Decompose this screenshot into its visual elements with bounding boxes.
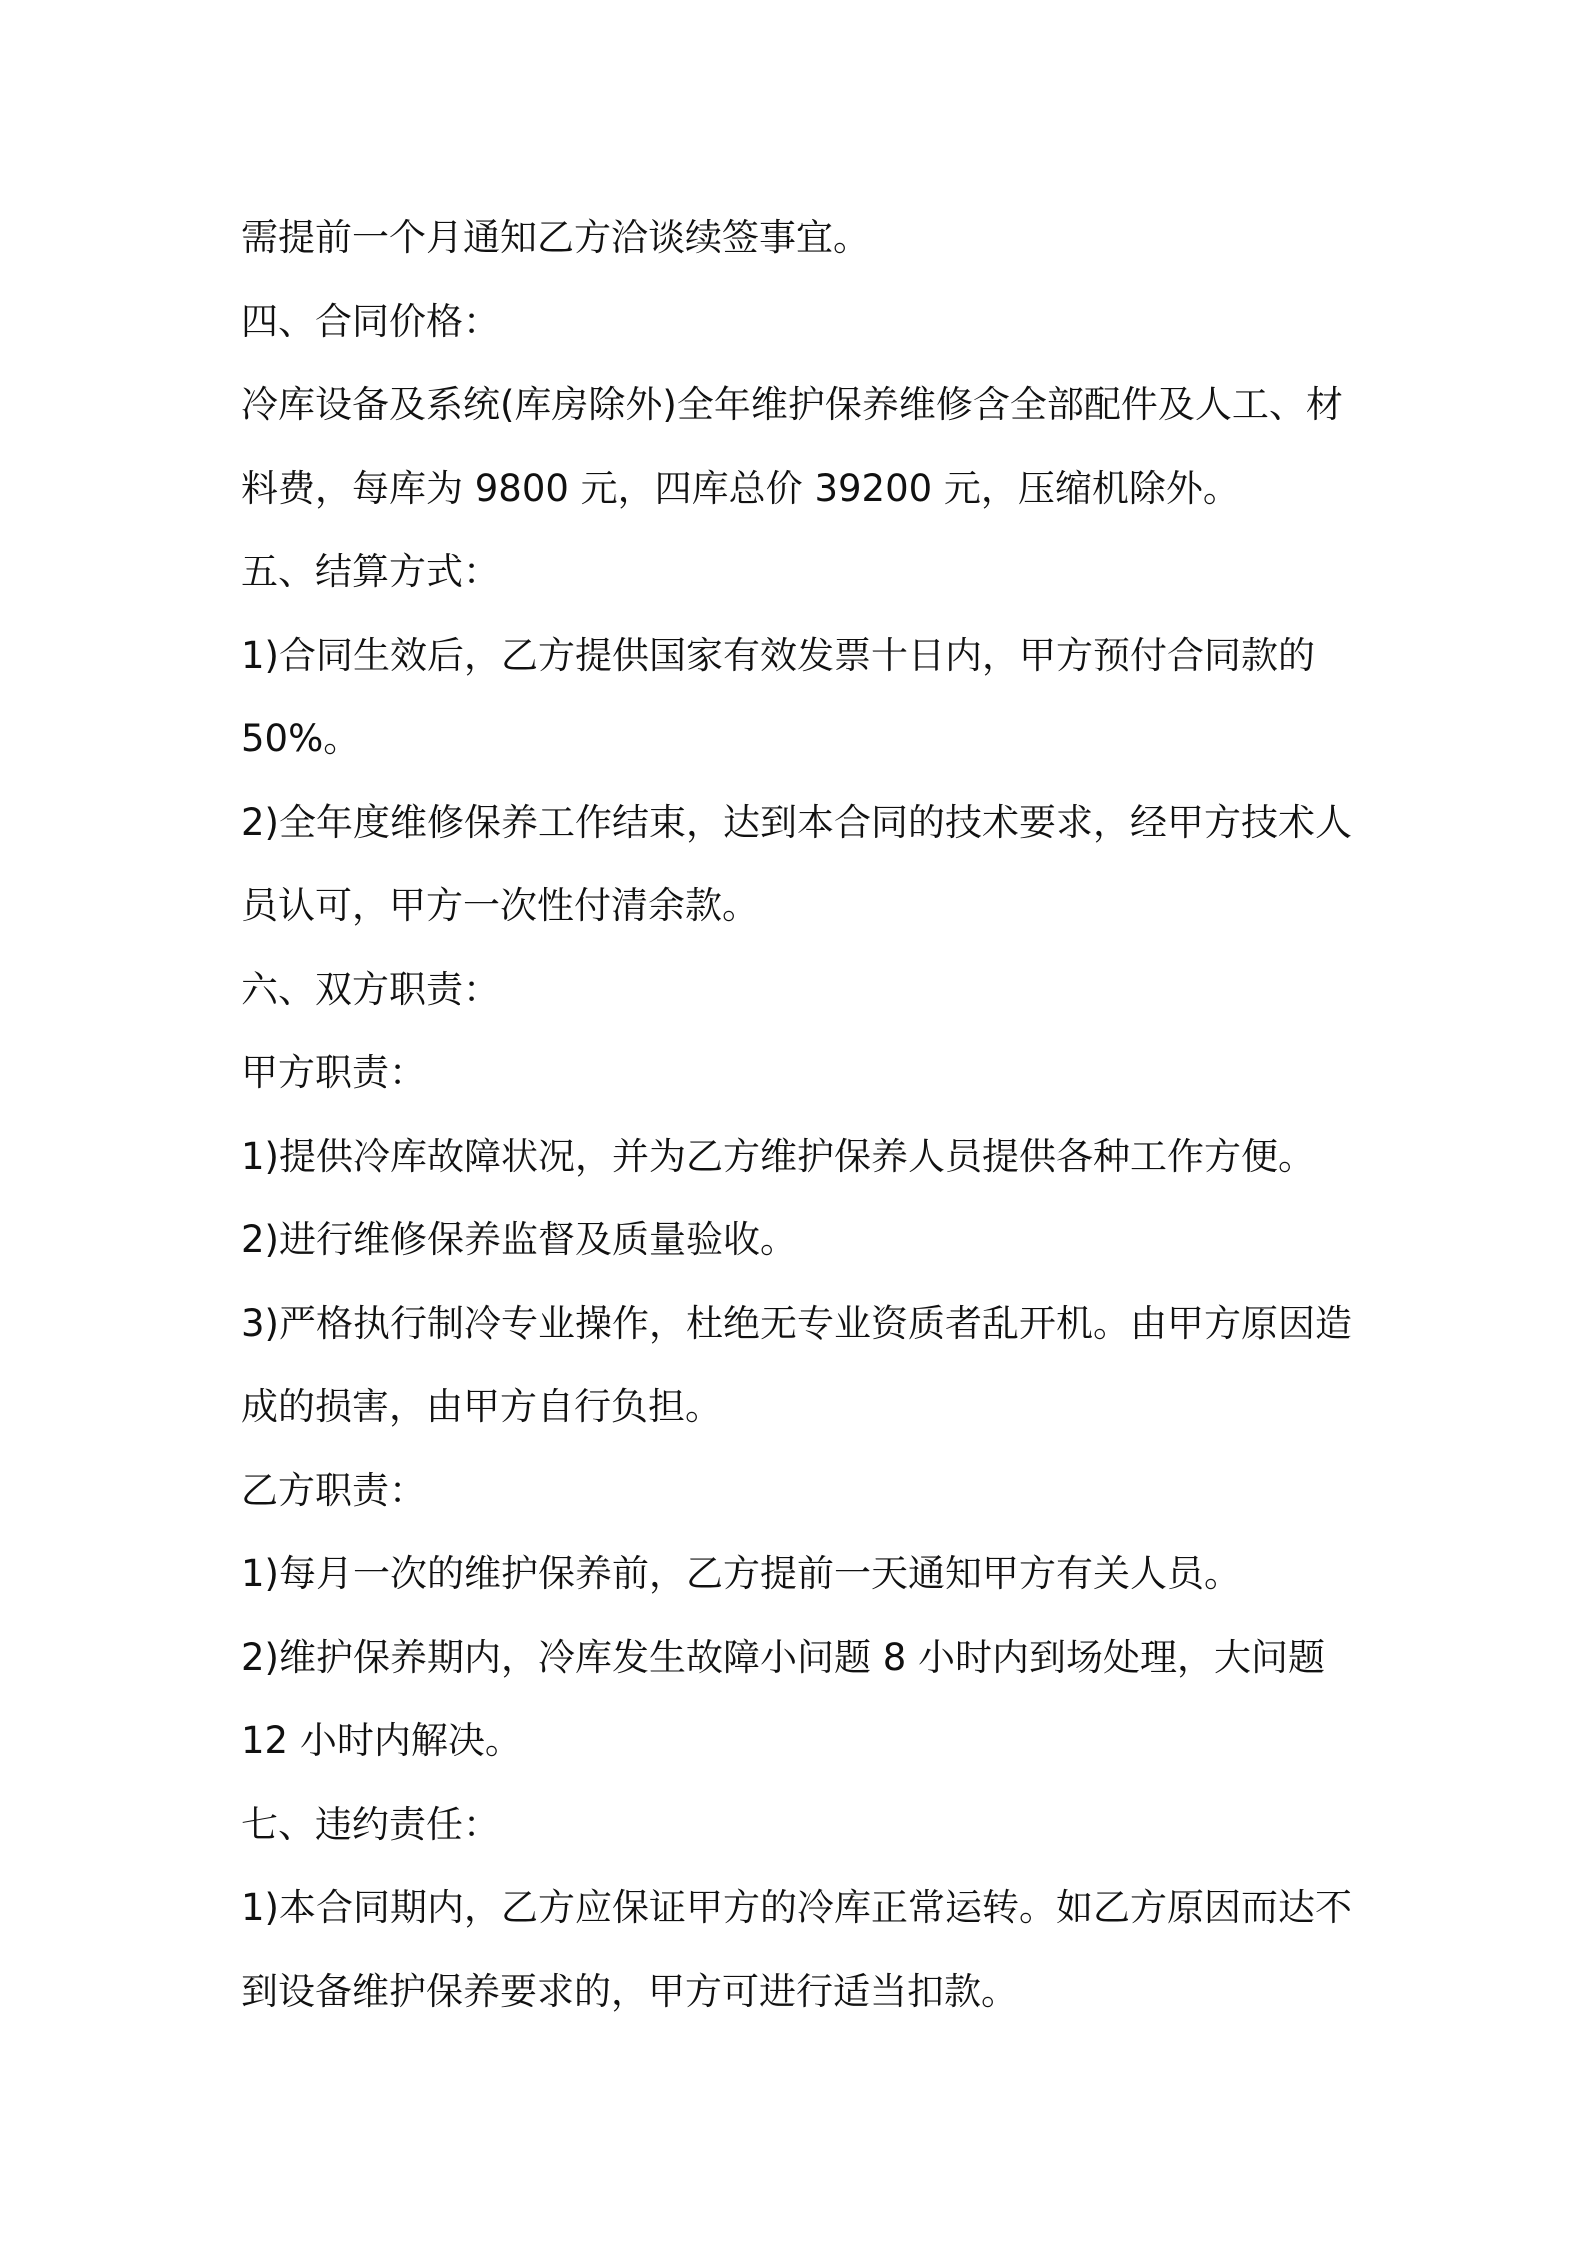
section-heading-contract-price: 四、合同价格： <box>241 299 500 343</box>
text-line-party-a-3b: 成的损害，由甲方自行负担。 <box>241 1385 722 1428</box>
section-heading-duties: 六、双方职责： <box>241 967 500 1011</box>
text-line-settlement-1a: 1)合同生效后，乙方提供国家有效发票十日内，甲方预付合同款的 <box>241 633 1315 677</box>
text-line-party-a-3a: 3)严格执行制冷专业操作，杜绝无专业资质者乱开机。由甲方原因造 <box>241 1301 1352 1345</box>
document-body <box>241 196 1361 2033</box>
text-line-price-2: 料费，每库为 9800 元，四库总价 39200 元，压缩机除外。 <box>241 466 1240 510</box>
text-line-continuation: 需提前一个月通知乙方洽谈续签事宜。 <box>241 216 870 259</box>
text-line-party-a-2: 2)进行维修保养监督及质量验收。 <box>241 1218 797 1261</box>
section-heading-settlement: 五、结算方式： <box>241 550 500 593</box>
text-line-party-b-1: 1)每月一次的维护保养前，乙方提前一天通知甲方有关人员。 <box>241 1552 1241 1595</box>
text-line-party-b-2a: 2)维护保养期内，冷库发生故障小问题 8 小时内到场处理，大问题 <box>241 1635 1326 1679</box>
subheading-party-b-duties: 乙方职责： <box>241 1468 426 1512</box>
text-line-liability-1b: 到设备维护保养要求的，甲方可进行适当扣款。 <box>241 1969 1018 2013</box>
text-line-settlement-1b: 50%。 <box>241 717 361 760</box>
subheading-party-a-duties: 甲方职责： <box>241 1051 426 1094</box>
text-line-settlement-2b: 员认可，甲方一次性付清余款。 <box>241 884 759 927</box>
text-line-settlement-2a: 2)全年度维修保养工作结束，达到本合同的技术要求，经甲方技术人 <box>241 800 1352 844</box>
text-line-party-a-1: 1)提供冷库故障状况，并为乙方维护保养人员提供各种工作方便。 <box>241 1134 1315 1178</box>
text-line-party-b-2b: 12 小时内解决。 <box>241 1719 522 1762</box>
text-line-price-1: 冷库设备及系统(库房除外)全年维护保养维修含全部配件及人工、材 <box>241 383 1343 426</box>
section-heading-liability: 七、违约责任： <box>241 1802 500 1846</box>
text-line-liability-1a: 1)本合同期内，乙方应保证甲方的冷库正常运转。如乙方原因而达不 <box>241 1886 1352 1929</box>
